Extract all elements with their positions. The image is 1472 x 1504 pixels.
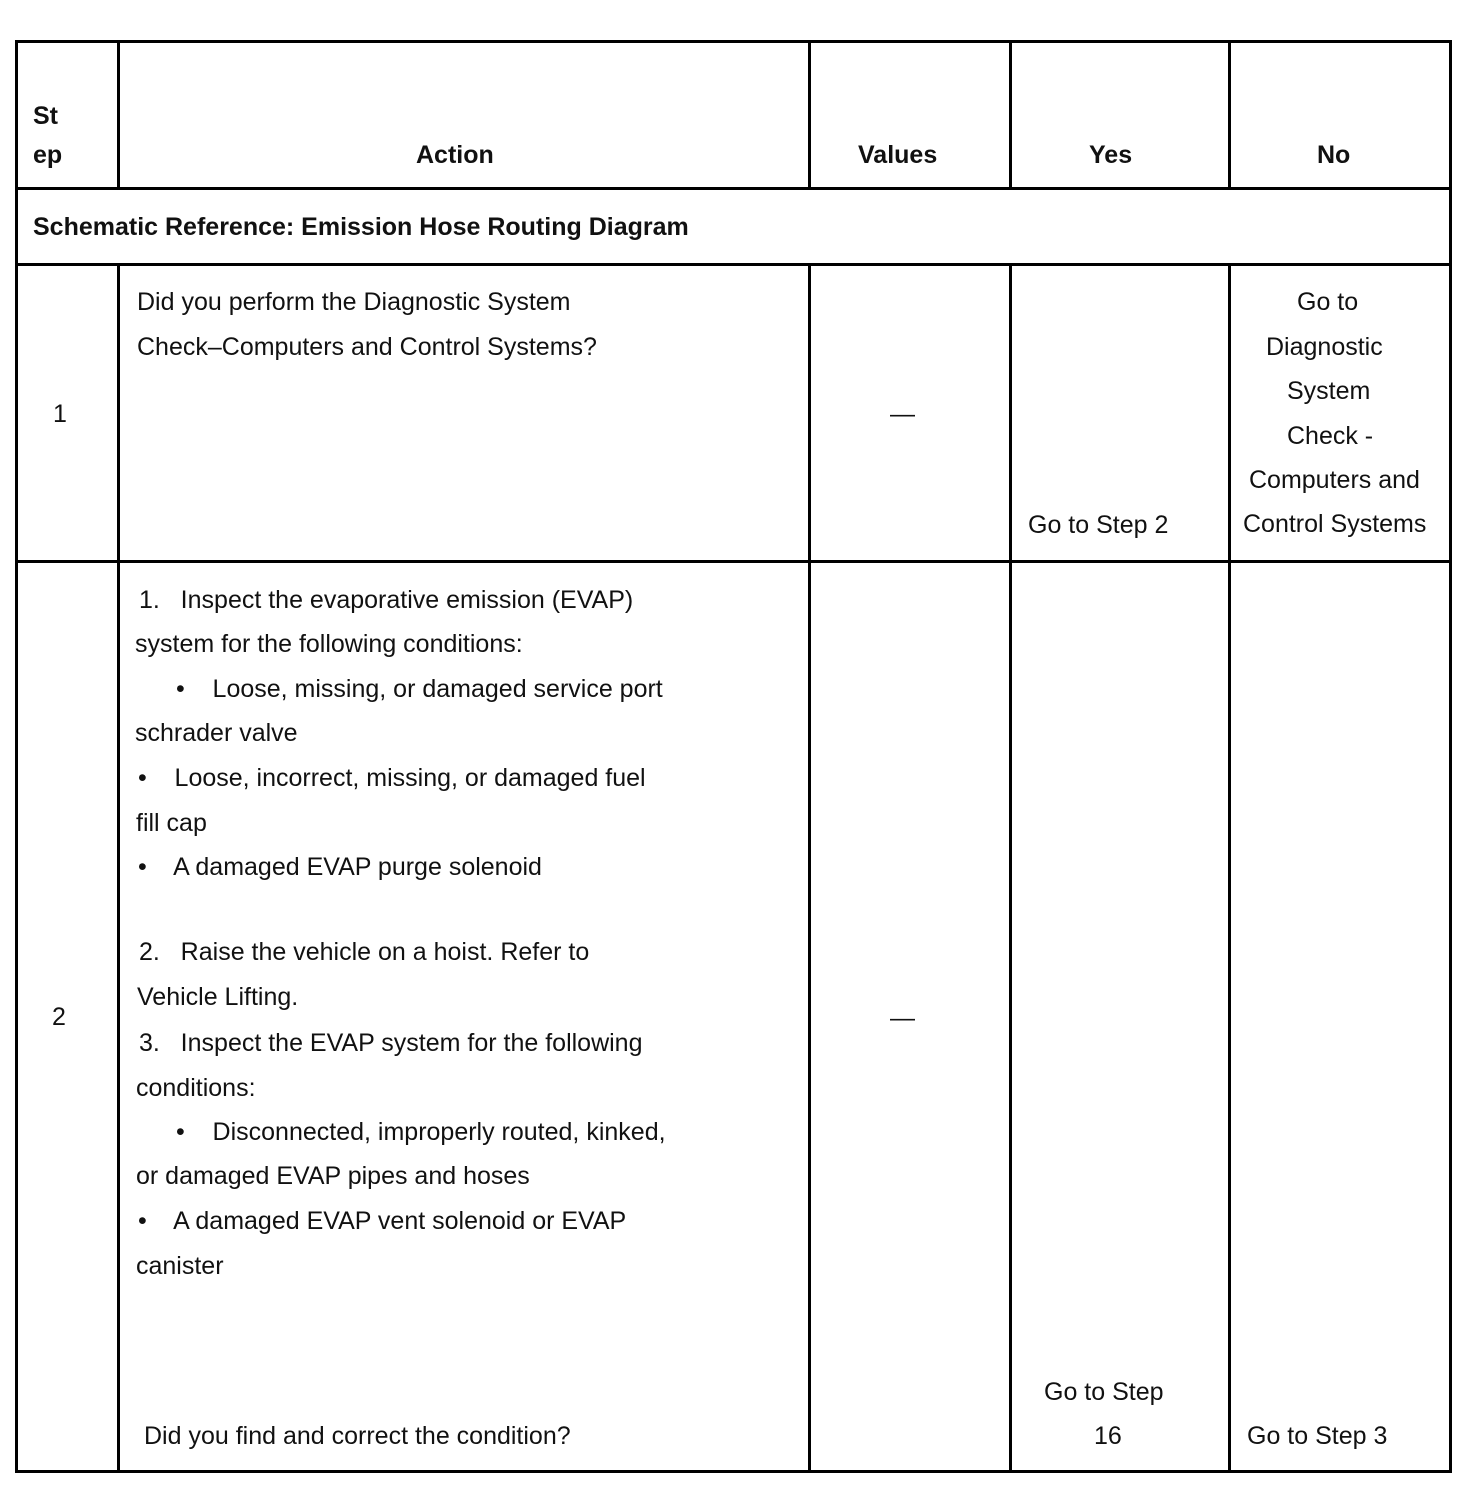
row2-action-line: • A damaged EVAP purge solenoid [138,853,542,881]
row1-action-line1: Did you perform the Diagnostic System [137,288,571,316]
header-step-line2: ep [33,141,63,169]
row1-no-line5: Computers and [1249,466,1420,494]
row1-step: 1 [53,400,67,428]
header-no: No [1317,141,1351,169]
row1-no-line6: Control Systems [1243,510,1427,538]
col-divider-step-header [117,40,120,190]
schematic-divider [15,263,1452,266]
row2-value: — [890,1004,915,1032]
col-divider-values-header [1009,40,1012,190]
row2-action-line: 2. Raise the vehicle on a hoist. Refer to [139,938,590,966]
row2-no: Go to Step 3 [1247,1422,1388,1450]
row2-action-line: conditions: [136,1074,256,1102]
row2-action-line: • Loose, missing, or damaged service port [176,675,663,703]
row2-action-line: fill cap [136,809,207,837]
header-values: Values [858,141,938,169]
table-border-bottom [15,1470,1452,1473]
row2-action-line: or damaged EVAP pipes and hoses [136,1162,530,1190]
row1-no-line4: Check - [1287,422,1374,450]
header-step-line1: St [33,102,58,130]
row2-action-line: canister [136,1252,224,1280]
row2-step: 2 [52,1003,66,1031]
row1-value: — [890,400,915,428]
row2-action-line: 1. Inspect the evaporative emission (EVAP) [139,586,634,614]
row-divider [15,560,1452,563]
table-border-top [15,40,1452,43]
row2-action-line: Vehicle Lifting. [137,983,299,1011]
row2-action-line: • A damaged EVAP vent solenoid or EVAP [138,1207,627,1235]
col-divider-action-header [808,40,811,190]
row2-action-line: system for the following conditions: [135,630,523,658]
row1-no-line3: System [1287,377,1371,405]
col-divider-yes-body [1228,263,1231,1473]
row2-action-line: schrader valve [135,719,298,747]
row1-no-line1: Go to [1297,288,1359,316]
table-border-right [1449,40,1452,1473]
header-yes: Yes [1089,141,1133,169]
col-divider-action-body [808,263,811,1473]
row1-action-line2: Check–Computers and Control Systems? [137,333,597,361]
row2-action-line: • Disconnected, improperly routed, kinked, [176,1118,666,1146]
schematic-reference: Schematic Reference: Emission Hose Routing Diagram [33,213,689,241]
row2-action-question: Did you find and correct the condition? [144,1422,571,1450]
col-divider-values-body [1009,263,1012,1473]
row2-action-line: • Loose, incorrect, missing, or damaged fuel [138,764,646,792]
header-divider [15,187,1452,190]
header-action: Action [416,141,494,169]
row1-yes: Go to Step 2 [1028,511,1169,539]
col-divider-step-body [117,263,120,1473]
row2-yes-line1: Go to Step [1044,1378,1164,1406]
col-divider-yes-header [1228,40,1231,190]
row1-no-line2: Diagnostic [1266,333,1383,361]
table-border-left [15,40,18,1473]
row2-yes-line2: 16 [1094,1422,1122,1450]
row2-action-line: 3. Inspect the EVAP system for the following [139,1029,643,1057]
